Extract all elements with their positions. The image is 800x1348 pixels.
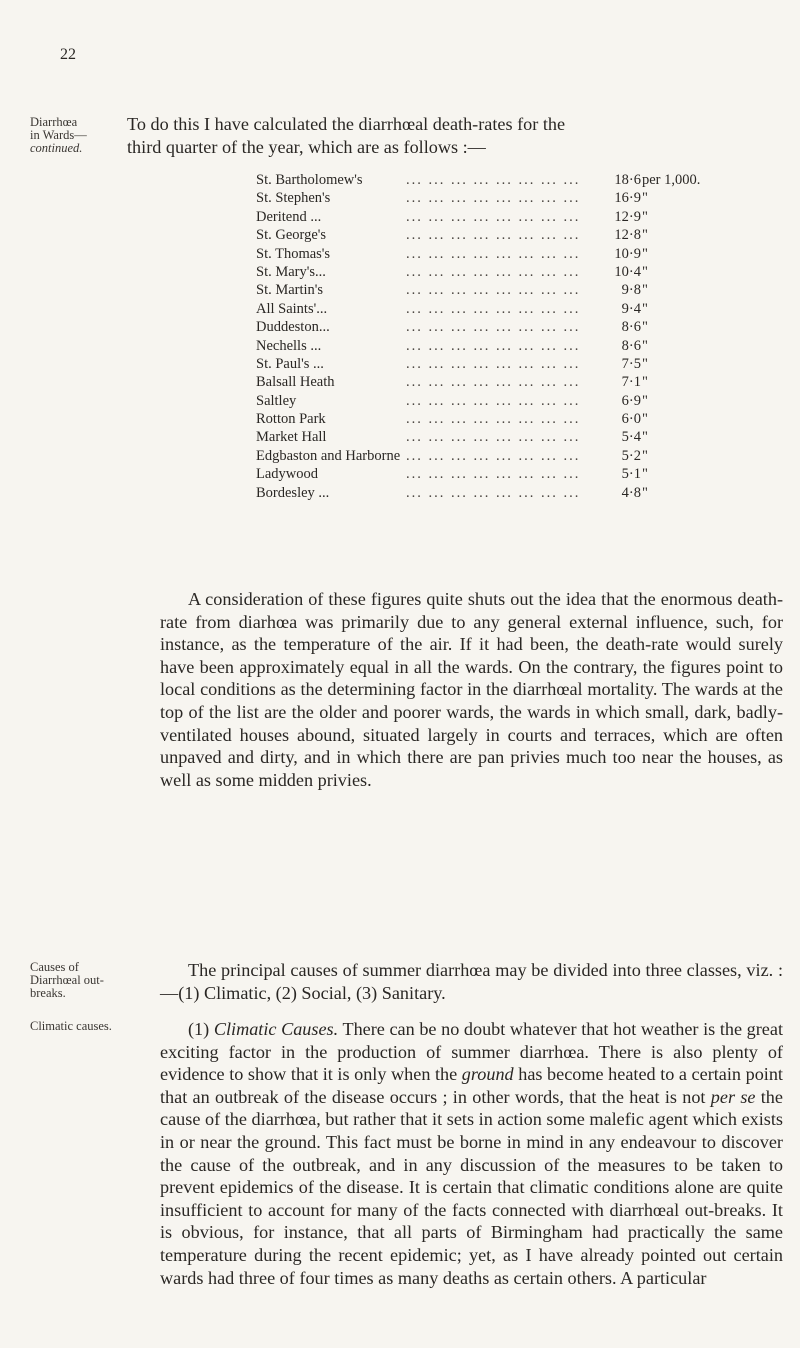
page-number: 22	[60, 46, 76, 63]
leader-dots: ... ... ... ... ... ... ... ...	[406, 466, 581, 483]
consideration-paragraph	[160, 588, 783, 791]
rate-row	[256, 428, 776, 446]
climatic-lead: (1)	[188, 1019, 214, 1039]
death-rate-value: 6·0	[585, 410, 641, 428]
rate-row	[256, 226, 776, 244]
rate-row	[256, 337, 776, 355]
leader-dots: ... ... ... ... ... ... ... ...	[406, 172, 581, 188]
ward-name: Rotton Park	[256, 411, 326, 428]
ward-name: Nechells ...	[256, 337, 322, 354]
rate-unit: "	[642, 208, 648, 225]
death-rate-value: 8·6	[585, 337, 641, 355]
ward-name: All Saints'...	[256, 300, 328, 317]
death-rate-value: 5·4	[585, 428, 641, 446]
rate-unit: per 1,000.	[642, 172, 701, 188]
intro-line: To do this I have calculated the diarrhœal death-rates for the	[127, 114, 566, 134]
ward-name: Ladywood	[256, 466, 319, 483]
ward-name: St. Paul's ...	[256, 355, 324, 372]
leader-dots: ... ... ... ... ... ... ... ...	[406, 319, 581, 336]
rate-row	[256, 355, 776, 373]
ward-name: Edgbaston and Harborne	[256, 447, 401, 464]
death-rate-value: 9·8	[585, 281, 641, 299]
death-rate-value: 6·9	[585, 392, 641, 410]
climatic-causes-paragraph	[160, 1018, 783, 1289]
margin-note-causes-outbreaks	[30, 961, 116, 1000]
rate-unit: "	[642, 282, 648, 299]
leader-dots: ... ... ... ... ... ... ... ...	[406, 300, 581, 317]
ward-name: Deritend ...	[256, 208, 322, 225]
climatic-heading: Climatic Causes.	[213, 1019, 339, 1039]
intro-paragraph	[127, 113, 783, 158]
rate-row	[256, 263, 776, 281]
rate-unit: "	[642, 245, 648, 262]
death-rate-value: 18·6	[585, 171, 641, 189]
rate-unit: "	[642, 447, 648, 464]
ward-name: St. George's	[256, 227, 327, 244]
principal-causes-text: The principal causes of summer diarrhœa may be divided into three classes, viz. :—(1) Climatic, (2) Social, (3) Sanitary.	[160, 960, 783, 1003]
margin-note-diarrhoea-wards	[30, 116, 116, 155]
death-rate-value: 12·9	[585, 208, 641, 226]
leader-dots: ... ... ... ... ... ... ... ...	[406, 484, 581, 501]
leader-dots: ... ... ... ... ... ... ... ...	[406, 245, 581, 262]
rate-unit: "	[642, 484, 648, 501]
ground-emphasis: ground	[461, 1064, 514, 1085]
margin-note-line: Causes of	[30, 960, 79, 974]
ward-name: St. Martin's	[256, 282, 324, 299]
rate-unit: "	[642, 466, 648, 483]
climatic-text: the cause of the diarrhœa, but rather that it sets in action some malefic agent which exists in or near the ground. This fact must be borne in mind in any endeavour to discover the cause of the outbreak, and in any discussion of the measures to be taken to prevent epidemics of the disease. It is certain that climatic conditions alone are quite insufficient to account for many of the facts connected with diarrhœal out-breaks. It is obvious, for instance, that all parts of Birmingham had practically the same temperature during the recent epidemic; yet, as I have already pointed out certain wards had three of four times as many deaths as certain others. A particular	[160, 1086, 783, 1288]
rate-row	[256, 447, 776, 465]
leader-dots: ... ... ... ... ... ... ... ...	[406, 282, 581, 299]
rate-unit: "	[642, 190, 648, 207]
margin-note-line: Climatic causes.	[30, 1019, 112, 1033]
rate-row	[256, 373, 776, 391]
ward-name: Bordesley ...	[256, 484, 330, 501]
rate-row	[256, 318, 776, 336]
margin-note-line: breaks.	[30, 986, 66, 1000]
margin-note-climatic-causes	[30, 1020, 140, 1033]
ward-name: St. Stephen's	[256, 190, 331, 207]
death-rate-value: 10·4	[585, 263, 641, 281]
death-rate-value: 12·8	[585, 226, 641, 244]
leader-dots: ... ... ... ... ... ... ... ...	[406, 190, 581, 207]
rate-row	[256, 484, 776, 502]
death-rate-value: 7·1	[585, 373, 641, 391]
consideration-text: A consideration of these figures quite shuts out the idea that the enormous death-rate from diarhœa was primarily due to any general external influence, such, for instance, as the temperature of the air. If it had been, the death-rate would surely have been approximately equal in all the wards. On the contrary, the figures point to local conditions as the determining factor in the diarrhœal mortality. The wards at the top of the list are the older and poorer wards, the wards in which small, dark, badly-ventilated houses abound, situated largely in courts and terraces, which are often unpaved and dirty, and in which there are pan privies much too near the houses, as well as some midden privies.	[160, 589, 783, 790]
death-rate-value: 8·6	[585, 318, 641, 336]
rate-row	[256, 410, 776, 428]
ward-name: Balsall Heath	[256, 374, 335, 391]
death-rate-value: 9·4	[585, 300, 641, 318]
rate-row	[256, 208, 776, 226]
rate-unit: "	[642, 263, 648, 280]
leader-dots: ... ... ... ... ... ... ... ...	[406, 374, 581, 391]
ward-name: St. Bartholomew's	[256, 172, 363, 188]
leader-dots: ... ... ... ... ... ... ... ...	[406, 337, 581, 354]
ward-name: St. Thomas's	[256, 245, 331, 262]
climatic-text: There can be no doubt whatever that hot weather is the great exciting factor in the production of summer diarrhœa. There is also plenty of evidence to show that it is only when the	[160, 1019, 783, 1085]
rate-row	[256, 245, 776, 263]
margin-note-line: continued.	[30, 141, 83, 155]
margin-note-line: Diarrhœa	[30, 115, 78, 129]
death-rate-table	[256, 171, 776, 502]
death-rate-value: 7·5	[585, 355, 641, 373]
ward-name: Market Hall	[256, 429, 327, 446]
rate-row	[256, 171, 776, 189]
death-rate-value: 4·8	[585, 484, 641, 502]
rate-row	[256, 281, 776, 299]
leader-dots: ... ... ... ... ... ... ... ...	[406, 263, 581, 280]
leader-dots: ... ... ... ... ... ... ... ...	[406, 392, 581, 409]
ward-name: Saltley	[256, 392, 297, 409]
rate-row	[256, 300, 776, 318]
rate-row	[256, 189, 776, 207]
climatic-text: has become heated to a certain point that an outbreak of the disease occurs ; in other words, that the heat is not	[160, 1064, 783, 1107]
rate-unit: "	[642, 374, 648, 391]
leader-dots: ... ... ... ... ... ... ... ...	[406, 208, 581, 225]
leader-dots: ... ... ... ... ... ... ... ...	[406, 355, 581, 372]
death-rate-value: 10·9	[585, 245, 641, 263]
margin-note-line: in Wards—	[30, 128, 87, 142]
leader-dots: ... ... ... ... ... ... ... ...	[406, 411, 581, 428]
ward-name: St. Mary's...	[256, 263, 326, 280]
rate-unit: "	[642, 411, 648, 428]
rate-unit: "	[642, 429, 648, 446]
rate-unit: "	[642, 227, 648, 244]
margin-note-line: Diarrhœal out-	[30, 973, 104, 987]
rate-row	[256, 392, 776, 410]
death-rate-value: 16·9	[585, 189, 641, 207]
rate-unit: "	[642, 300, 648, 317]
principal-causes-paragraph	[160, 959, 783, 1004]
ward-name: Duddeston...	[256, 319, 330, 336]
rate-unit: "	[642, 337, 648, 354]
leader-dots: ... ... ... ... ... ... ... ...	[406, 429, 581, 446]
rate-unit: "	[642, 355, 648, 372]
rate-unit: "	[642, 392, 648, 409]
death-rate-value: 5·1	[585, 465, 641, 483]
rate-unit: "	[642, 319, 648, 336]
rate-row	[256, 465, 776, 483]
death-rate-value: 5·2	[585, 447, 641, 465]
leader-dots: ... ... ... ... ... ... ... ...	[406, 447, 581, 464]
leader-dots: ... ... ... ... ... ... ... ...	[406, 227, 581, 244]
per-se-emphasis: per se	[710, 1086, 756, 1107]
intro-line: third quarter of the year, which are as follows :—	[127, 136, 486, 157]
